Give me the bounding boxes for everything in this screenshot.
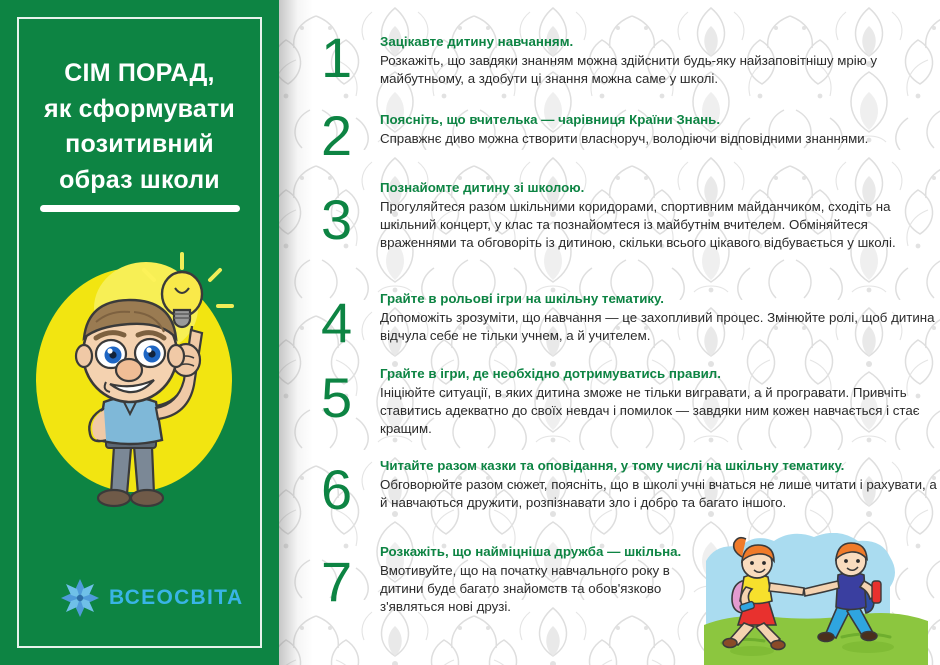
title-line-3: позитивний xyxy=(65,130,214,158)
title-line-1: СІМ ПОРАД, xyxy=(64,59,215,87)
left-green-panel xyxy=(0,0,279,665)
tip-body xyxy=(380,288,940,349)
tip-heading: Зацікавте дитину навчанням. xyxy=(380,34,574,49)
tip-text: Вмотивуйте, що на початку навчального року в дитини буде багато знайомств та обов'язково з'являться нові друзі. xyxy=(380,562,670,614)
tip-number: 3 xyxy=(321,188,353,251)
title-line-4: образ школи xyxy=(59,165,220,194)
tip-body xyxy=(380,541,710,616)
tip-text: Розкажіть, що завдяки знанням можна здійснити будь-яку найзаповітнішу мрію у майбутньому, а здобути ці знання можна саме у школі. xyxy=(380,52,878,86)
title-line-2: як сформувати xyxy=(44,94,235,123)
tip-text: Прогуляйтеся разом шкільними коридорами, спортивним майданчиком, сходіть на шкільний концерт, у клас та познайомтеся із майбутнім вчителем. Обміняйтеся враженнями та обговоріть із дитиною, скільки всього цікавого відбувається у школі. xyxy=(380,198,896,250)
tip-text: Допоможіть зрозуміти, що навчання — це захопливий процес. Змінюйте ролі, щоб дитина відчула себе не тільки учнем, а й учителем. xyxy=(380,309,935,343)
tip-text: Обговорюйте разом сюжет, поясніть, що в школі учні вчаться не лише читати і рахувати, а й навчаються дружити, розпізнавати зло і добро та багато іншого. xyxy=(380,476,937,510)
tip-heading: Поясніть, що вчителька — чарівниця Країни Знань. xyxy=(380,112,721,127)
tip-item xyxy=(313,288,940,354)
tip-body xyxy=(380,177,940,252)
tip-heading: Грайте в ігри, де необхідно дотримуватись правил. xyxy=(380,366,721,381)
tip-number: 6 xyxy=(321,458,353,521)
tip-body xyxy=(380,31,940,88)
tip-heading: Грайте в рольові ігри на шкільну тематику. xyxy=(380,291,664,306)
tip-text: Ініціюйте ситуації, в яких дитина зможе не тільки вигравати, а й програвати. Привчіть ставитись адекватно до своїх невдач і помилок — завдяки ним кожен навчається і стає кращим. xyxy=(380,384,920,436)
snowflake-star-icon xyxy=(60,578,100,618)
tip-body xyxy=(380,455,940,516)
tip-body xyxy=(380,109,940,162)
tip-body xyxy=(380,363,940,438)
mascot-illustration xyxy=(34,250,249,540)
tip-number: 2 xyxy=(321,104,353,167)
tip-number: 5 xyxy=(321,366,353,429)
title-underline-rule xyxy=(40,205,240,212)
tip-item xyxy=(313,541,940,616)
tip-heading: Розкажіть, що найміцніша дружба — шкільна. xyxy=(380,544,682,559)
tip-item xyxy=(313,177,940,252)
tip-heading: Познайомте дитину зі школою. xyxy=(380,180,585,195)
tip-number: 4 xyxy=(321,291,353,354)
logo-text: ВСЕОСВІТА xyxy=(109,586,244,609)
vseosvita-logo[interactable] xyxy=(60,578,243,618)
poster-title xyxy=(18,56,261,198)
tip-item xyxy=(313,26,940,89)
tip-number: 1 xyxy=(321,26,353,89)
tip-heading: Читайте разом казки та оповідання, у тому числі на шкільну тематику. xyxy=(380,458,845,473)
tip-item xyxy=(313,363,940,438)
tip-item xyxy=(313,104,940,167)
tip-text: Справжнє диво можна створити власноруч, володіючи відповідними знаннями. xyxy=(380,130,869,146)
tip-item xyxy=(313,455,940,521)
panel-drop-shadow xyxy=(279,0,313,665)
tip-number: 7 xyxy=(321,550,353,613)
tips-list xyxy=(313,0,940,665)
